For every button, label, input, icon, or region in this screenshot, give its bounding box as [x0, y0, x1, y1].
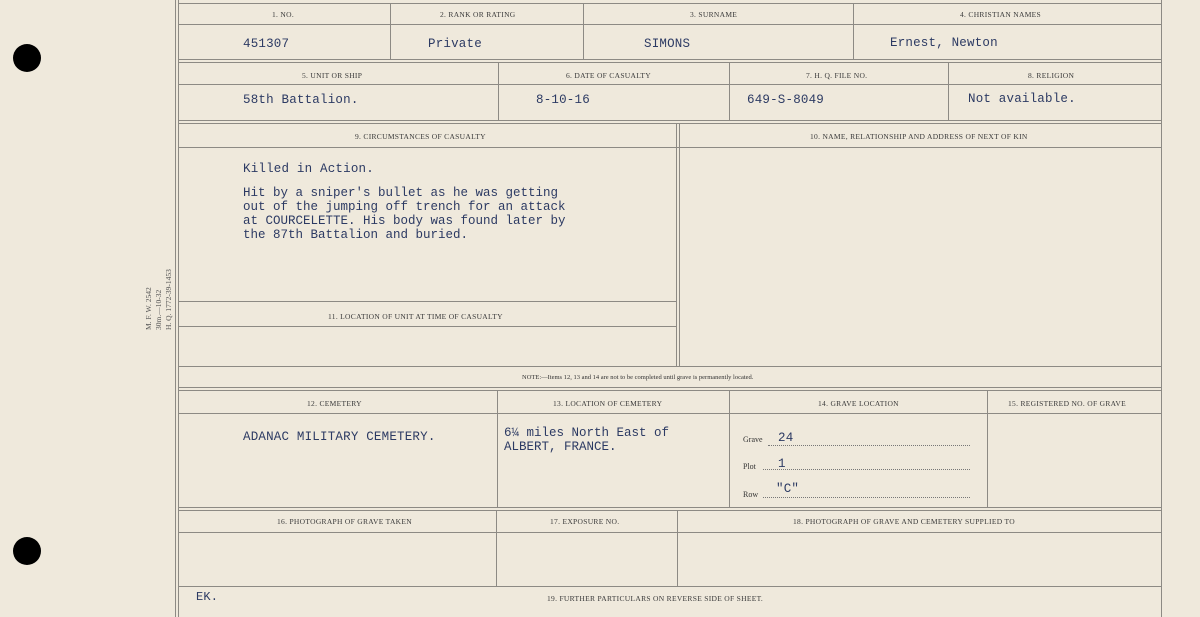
section11-header-line [178, 326, 676, 327]
christian-names-value: Ernest, Newton [890, 36, 998, 50]
religion-value: Not available. [968, 92, 1076, 106]
punch-hole-bottom [13, 537, 41, 565]
grave-value: 24 [778, 431, 794, 445]
row2-div-2 [729, 62, 730, 120]
row1-div-3 [853, 3, 854, 59]
cemetery-label: 12. CEMETERY [307, 399, 362, 408]
photo-supplied-label: 18. PHOTOGRAPH OF GRAVE AND CEMETERY SUPPLIED TO [793, 517, 1015, 526]
row1-div-1 [390, 3, 391, 59]
row2-div-1 [498, 62, 499, 120]
row1-header-line [178, 24, 1161, 25]
service-number: 451307 [243, 37, 290, 51]
row1-bottom-2 [178, 62, 1161, 63]
note-top [178, 366, 1161, 367]
side-print-2: 30m.—10-32 [154, 289, 163, 330]
clerk-initials: EK. [196, 590, 219, 604]
rank-label: 2. RANK OR RATING [440, 10, 516, 19]
section10-left-edge [679, 123, 680, 366]
further-particulars-label: 19. FURTHER PARTICULARS ON REVERSE SIDE OF SHEET. [547, 594, 764, 603]
row1-bottom [178, 59, 1161, 60]
row1-top [178, 3, 1161, 4]
photo-header-line [178, 532, 1161, 533]
hq-file-label: 7. H. Q. FILE NO. [806, 71, 868, 80]
rank-value: Private [428, 37, 482, 51]
cem-div-1 [497, 390, 498, 507]
religion-label: 8. RELIGION [1028, 71, 1075, 80]
grave-location-label: 14. GRAVE LOCATION [818, 399, 899, 408]
row2-bottom-2 [178, 123, 1161, 124]
photo-div-1 [496, 510, 497, 586]
row-dotted-line [763, 497, 970, 498]
circumstances-line-4: the 87th Battalion and buried. [243, 228, 469, 242]
row2-div-3 [948, 62, 949, 120]
section9-header-line [178, 147, 1161, 148]
location-cemetery-label: 13. LOCATION OF CEMETERY [553, 399, 663, 408]
surname-value: SIMONS [644, 37, 691, 51]
side-print-1: M. F. W. 2542 [144, 287, 153, 330]
cem-div-2 [729, 390, 730, 507]
section11-top [178, 301, 676, 302]
plot-word: Plot [743, 462, 756, 471]
photo-div-2 [677, 510, 678, 586]
unit-label: 5. UNIT OR SHIP [302, 71, 363, 80]
location-unit-label: 11. LOCATION OF UNIT AT TIME OF CASUALTY [328, 312, 503, 321]
unit-value: 58th Battalion. [243, 93, 359, 107]
christian-names-label: 4. CHRISTIAN NAMES [960, 10, 1042, 19]
circumstances-label: 9. CIRCUMSTANCES OF CASUALTY [355, 132, 486, 141]
note-bottom [178, 387, 1161, 388]
registered-no-label: 15. REGISTERED NO. OF GRAVE [1008, 399, 1126, 408]
cem-div-3 [987, 390, 988, 507]
circumstances-line-2: out of the jumping off trench for an attack [243, 200, 566, 214]
date-value: 8-10-16 [536, 93, 590, 107]
row1-div-2 [583, 3, 584, 59]
row-value: "C" [776, 482, 800, 496]
circumstances-line-3: at COURCELETTE. His body was found later by [243, 214, 566, 228]
circumstances-text [243, 186, 566, 242]
row-word: Row [743, 490, 759, 499]
cemetery-location-value [504, 426, 669, 454]
frame-left-outer [175, 0, 176, 617]
note-text: NOTE:—Items 12, 13 and 14 are not to be completed until grave is permanently located. [522, 374, 754, 381]
plot-value: 1 [778, 457, 786, 471]
killed-in-action: Killed in Action. [243, 162, 374, 176]
exposure-label: 17. EXPOSURE NO. [550, 517, 620, 526]
side-print-3: H. Q. 1772-39-1453 [164, 269, 173, 330]
next-of-kin-label: 10. NAME, RELATIONSHIP AND ADDRESS OF NEXT OF KIN [810, 132, 1028, 141]
photo-taken-label: 16. PHOTOGRAPH OF GRAVE TAKEN [277, 517, 412, 526]
plot-dotted-line [763, 469, 970, 470]
no-label: 1. NO. [272, 10, 295, 19]
cemetery-value: ADANAC MILITARY CEMETERY. [243, 430, 436, 444]
row2-bottom [178, 120, 1161, 121]
frame-left-inner [178, 0, 179, 617]
cemetery-bottom-2 [178, 510, 1161, 511]
section9-right-edge [676, 123, 677, 366]
cemetery-location-line-2: ALBERT, FRANCE. [504, 440, 617, 454]
grave-word: Grave [743, 435, 763, 444]
grave-dotted-line [768, 445, 970, 446]
date-label: 6. DATE OF CASUALTY [566, 71, 652, 80]
cemetery-header-line [178, 413, 1161, 414]
cemetery-location-line-1: 6¼ miles North East of [504, 426, 670, 440]
hq-file-value: 649-S-8049 [747, 93, 825, 107]
frame-right [1161, 0, 1162, 617]
circumstances-line-1: Hit by a sniper's bullet as he was getting [243, 186, 559, 200]
photo-bottom [178, 586, 1161, 587]
note-bottom-2 [178, 390, 1161, 391]
cemetery-bottom [178, 507, 1161, 508]
surname-label: 3. SURNAME [690, 10, 738, 19]
punch-hole-top [13, 44, 41, 72]
row2-header-line [178, 84, 1161, 85]
